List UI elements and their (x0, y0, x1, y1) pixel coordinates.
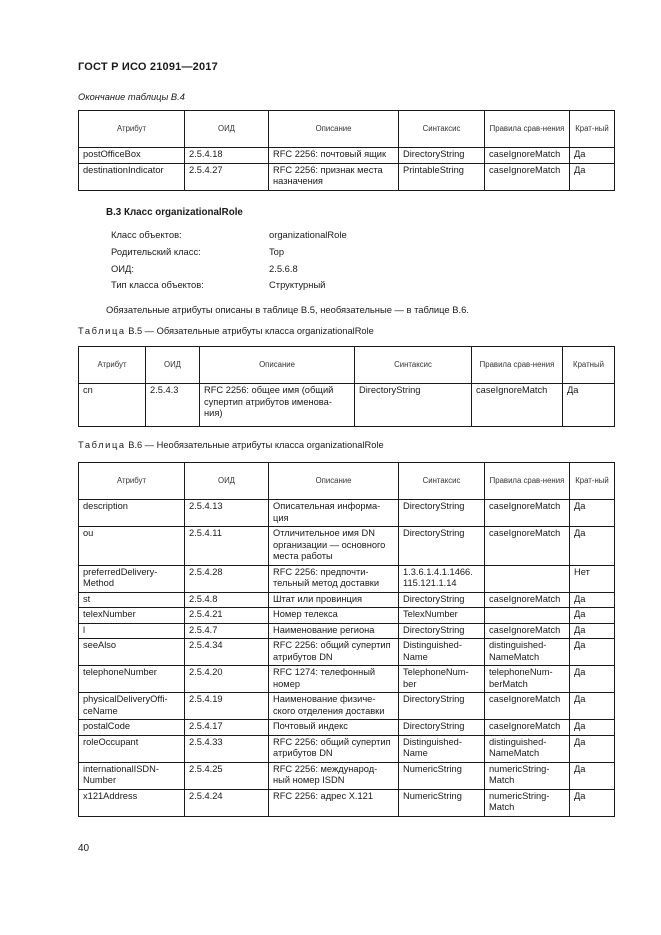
table-row (79, 608, 615, 624)
cell-syntax: TelephoneNum-ber (399, 666, 485, 693)
col-header-syntax: Синтаксис (399, 111, 485, 148)
cell-description: RFC 1274: телефонный номер (269, 666, 399, 693)
cell-oid: 2.5.4.20 (185, 666, 269, 693)
cell-syntax: Distinguished-Name (399, 735, 485, 762)
cell-matching-rule: caseIgnoreMatch (485, 720, 570, 736)
table-header-row (79, 347, 615, 384)
cell-multiple: Да (570, 592, 615, 608)
attribute-label: Родительский класс: (111, 245, 201, 257)
cell-description: RFC 2256: международ-ный номер ISDN (269, 762, 399, 789)
cell-oid: 2.5.4.27 (185, 163, 269, 190)
cell-multiple: Да (563, 384, 615, 427)
cell-attribute: telexNumber (79, 608, 185, 624)
cell-multiple: Да (570, 720, 615, 736)
table-header-row (79, 111, 615, 148)
cell-syntax: DirectoryString (399, 693, 485, 720)
col-header-matching-rules: Правила срав-нения (485, 111, 570, 148)
cell-multiple: Да (570, 693, 615, 720)
cell-syntax: DirectoryString (399, 623, 485, 639)
col-header-multiple: Крат-ный (570, 111, 615, 148)
cell-syntax: DirectoryString (399, 592, 485, 608)
table-row (79, 163, 615, 190)
cell-oid: 2.5.4.7 (185, 623, 269, 639)
cell-oid: 2.5.4.19 (185, 693, 269, 720)
cell-matching-rule: caseIgnoreMatch (485, 500, 570, 527)
cell-description: RFC 2256: общий супертип атрибутов DN (269, 639, 399, 666)
cell-description: RFC 2256: почтовый ящик (269, 148, 399, 164)
table-b5 (78, 346, 615, 427)
cell-syntax: NumericString (399, 789, 485, 816)
table-row (79, 565, 615, 592)
table-row (79, 693, 615, 720)
cell-oid: 2.5.4.3 (146, 384, 200, 427)
cell-oid: 2.5.4.11 (185, 527, 269, 566)
cell-attribute: telephoneNumber (79, 666, 185, 693)
table-b5-caption (78, 326, 374, 336)
col-header-oid: ОИД (146, 347, 200, 384)
cell-multiple: Да (570, 735, 615, 762)
table-row (79, 735, 615, 762)
section-paragraph: Обязательные атрибуты описаны в таблице В.5, необязательные — в таблице В.6. (106, 304, 469, 315)
cell-attribute: internationalISDN-Number (79, 762, 185, 789)
cell-description: Почтовый индекс (269, 720, 399, 736)
attribute-label: ОИД: (111, 262, 134, 274)
table-b6 (78, 462, 615, 817)
cell-oid: 2.5.4.18 (185, 148, 269, 164)
cell-description: Наименование региона (269, 623, 399, 639)
cell-attribute: physicalDeliveryOffi-ceName (79, 693, 185, 720)
cell-multiple: Да (570, 789, 615, 816)
cell-multiple: Да (570, 163, 615, 190)
col-header-attribute: Атрибут (79, 463, 185, 500)
cell-description: RFC 2256: общее имя (общий супертип атрибутов именова-ния) (200, 384, 355, 427)
page-number: 40 (78, 843, 90, 854)
table-row (79, 148, 615, 164)
table-row (79, 762, 615, 789)
cell-syntax: 1.3.6.1.4.1.1466. 115.121.1.14 (399, 565, 485, 592)
cell-attribute: ou (79, 527, 185, 566)
attribute-value: Структурный (269, 279, 326, 291)
col-header-matching-rules: Правила срав-нения (485, 463, 570, 500)
attribute-value: organizationalRole (269, 229, 347, 240)
col-header-oid: ОИД (185, 463, 269, 500)
cell-matching-rule: telephoneNum-berMatch (485, 666, 570, 693)
col-header-multiple: Крат-ный (570, 463, 615, 500)
cell-attribute: roleOccupant (79, 735, 185, 762)
attribute-label: Тип класса объектов: (111, 279, 204, 291)
cell-syntax: DirectoryString (399, 148, 485, 164)
cell-description: RFC 2256: общий супертип атрибутов DN (269, 735, 399, 762)
cell-syntax: NumericString (399, 762, 485, 789)
table-b4-caption: Окончание таблицы В.4 (78, 92, 185, 102)
col-header-oid: ОИД (185, 111, 269, 148)
caption-text: В.5 — Обязательные атрибуты класса organizationalRole (125, 326, 374, 336)
cell-attribute: st (79, 592, 185, 608)
col-header-attribute: Атрибут (79, 347, 146, 384)
attribute-value: Top (269, 245, 285, 257)
attribute-label: Класс объектов: (111, 229, 182, 240)
cell-attribute: postalCode (79, 720, 185, 736)
cell-syntax: Distinguished-Name (399, 639, 485, 666)
cell-matching-rule: numericString-Match (485, 789, 570, 816)
cell-oid: 2.5.4.33 (185, 735, 269, 762)
cell-matching-rule: caseIgnoreMatch (472, 384, 563, 427)
cell-multiple: Да (570, 500, 615, 527)
cell-multiple: Да (570, 666, 615, 693)
cell-matching-rule: distinguished-NameMatch (485, 639, 570, 666)
cell-multiple: Да (570, 639, 615, 666)
cell-description: Штат или провинция (269, 592, 399, 608)
cell-oid: 2.5.4.24 (185, 789, 269, 816)
caption-prefix: Таблица (78, 326, 126, 336)
col-header-description: Описание (269, 463, 399, 500)
table-row (79, 500, 615, 527)
cell-multiple: Да (570, 527, 615, 566)
cell-description: RFC 2256: адрес X.121 (269, 789, 399, 816)
table-row (79, 527, 615, 566)
caption-prefix: Таблица (78, 440, 126, 450)
cell-attribute: x121Address (79, 789, 185, 816)
cell-attribute: postOfficeBox (79, 148, 185, 164)
cell-attribute: description (79, 500, 185, 527)
cell-description: Номер телекса (269, 608, 399, 624)
col-header-attribute: Атрибут (79, 111, 185, 148)
table-row (79, 666, 615, 693)
cell-syntax: TelexNumber (399, 608, 485, 624)
cell-multiple: Нет (570, 565, 615, 592)
cell-syntax: DirectoryString (399, 500, 485, 527)
cell-multiple: Да (570, 762, 615, 789)
cell-description: Описательная информа-ция (269, 500, 399, 527)
cell-multiple: Да (570, 623, 615, 639)
cell-attribute: cn (79, 384, 146, 427)
cell-matching-rule: caseIgnoreMatch (485, 527, 570, 566)
cell-multiple: Да (570, 148, 615, 164)
cell-syntax: DirectoryString (399, 720, 485, 736)
cell-matching-rule: caseIgnoreMatch (485, 592, 570, 608)
table-b4 (78, 110, 615, 191)
cell-oid: 2.5.4.21 (185, 608, 269, 624)
cell-matching-rule: numericString-Match (485, 762, 570, 789)
cell-multiple: Да (570, 608, 615, 624)
col-header-description: Описание (269, 111, 399, 148)
cell-attribute: seeAlso (79, 639, 185, 666)
table-row (79, 789, 615, 816)
cell-oid: 2.5.4.8 (185, 592, 269, 608)
cell-matching-rule: caseIgnoreMatch (485, 148, 570, 164)
cell-oid: 2.5.4.13 (185, 500, 269, 527)
cell-description: Отличительное имя DN организации — основного места работы (269, 527, 399, 566)
caption-text: В.6 — Необязательные атрибуты класса organizationalRole (125, 440, 384, 450)
table-row (79, 720, 615, 736)
cell-oid: 2.5.4.17 (185, 720, 269, 736)
cell-attribute: destinationIndicator (79, 163, 185, 190)
table-row (79, 639, 615, 666)
cell-description: Наименование физиче-ского отделения доставки (269, 693, 399, 720)
col-header-syntax: Синтаксис (355, 347, 472, 384)
cell-matching-rule (485, 565, 570, 592)
table-b6-caption (78, 440, 384, 450)
cell-matching-rule: caseIgnoreMatch (485, 623, 570, 639)
cell-syntax: DirectoryString (399, 527, 485, 566)
table-row (79, 592, 615, 608)
cell-description: RFC 2256: признак места назначения (269, 163, 399, 190)
attribute-value: 2.5.6.8 (269, 262, 298, 274)
cell-description: RFC 2256: предпочти-тельный метод доставки (269, 565, 399, 592)
cell-matching-rule: distinguished-NameMatch (485, 735, 570, 762)
section-heading: В.3 Класс organizationalRole (106, 207, 243, 218)
col-header-matching-rules: Правила срав-нения (472, 347, 563, 384)
cell-oid: 2.5.4.28 (185, 565, 269, 592)
cell-syntax: PrintableString (399, 163, 485, 190)
col-header-syntax: Синтаксис (399, 463, 485, 500)
cell-syntax: DirectoryString (355, 384, 472, 427)
col-header-description: Описание (200, 347, 355, 384)
cell-attribute: preferredDelivery-Method (79, 565, 185, 592)
col-header-multiple: Кратный (563, 347, 615, 384)
cell-oid: 2.5.4.34 (185, 639, 269, 666)
table-header-row (79, 463, 615, 500)
cell-matching-rule (485, 608, 570, 624)
table-row (79, 623, 615, 639)
cell-attribute: l (79, 623, 185, 639)
cell-matching-rule: caseIgnoreMatch (485, 693, 570, 720)
cell-oid: 2.5.4.25 (185, 762, 269, 789)
cell-matching-rule: caseIgnoreMatch (485, 163, 570, 190)
table-row (79, 384, 615, 427)
document-title: ГОСТ Р ИСО 21091—2017 (78, 61, 218, 73)
